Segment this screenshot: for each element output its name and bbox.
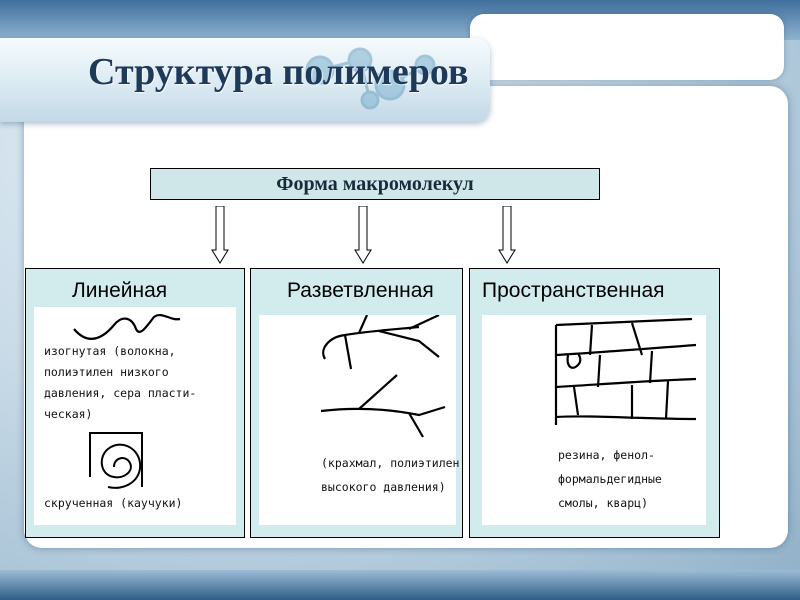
- slide-title: Структура полимеров: [88, 51, 469, 93]
- linear-note-line: ческая): [44, 407, 93, 421]
- title-bar-tail: [470, 14, 784, 80]
- card-linear-illustration: [34, 307, 236, 525]
- card-branched-illustration: [259, 315, 460, 525]
- arrow-down-icon: [211, 206, 229, 264]
- linear-note-line: изогнутая (волокна,: [44, 344, 176, 358]
- card-spatial-label: Пространственная: [482, 279, 665, 302]
- linear-note-line: скрученная (каучуки): [44, 496, 183, 510]
- branched-note-line: (крахмал, полиэтилен: [321, 456, 460, 470]
- card-spatial-illustration: [482, 315, 706, 525]
- arrow-down-icon: [354, 206, 372, 264]
- spatial-note-line: формальдегидные: [558, 472, 662, 486]
- card-spatial: [469, 268, 720, 538]
- root-category-label: Форма макромолекул: [276, 172, 474, 195]
- spatial-note-line: резина, фенол-: [558, 448, 655, 462]
- card-branched-label: Разветвленная: [287, 279, 434, 302]
- spatial-note-line: смолы, кварц): [558, 496, 649, 510]
- branched-note-line: высокого давления): [321, 480, 446, 494]
- linear-note-line: давления, сера пласти-: [44, 386, 197, 400]
- root-category-box: [150, 168, 600, 200]
- linear-note-line: полиэтилен низкого: [44, 365, 169, 379]
- slide-bottom-band: [0, 570, 800, 600]
- arrow-down-icon: [498, 206, 516, 264]
- card-linear: [25, 268, 245, 538]
- card-linear-label: Линейная: [72, 279, 168, 302]
- card-branched: [250, 268, 463, 538]
